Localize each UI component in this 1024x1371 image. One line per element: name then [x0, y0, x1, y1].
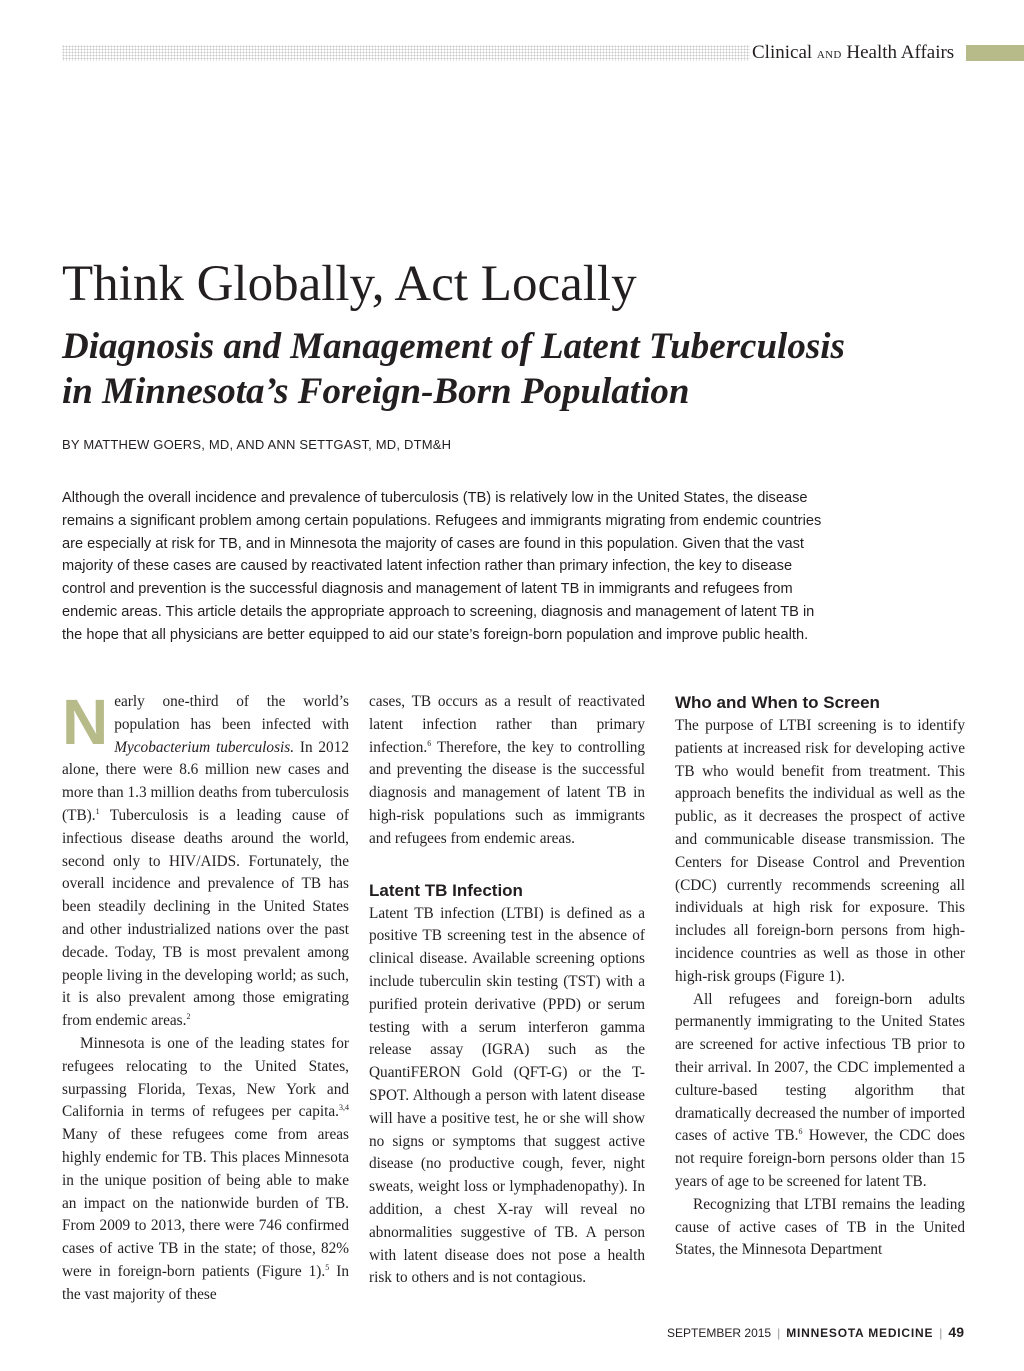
paragraph: Minnesota is one of the leading states for refugees relocating to the United States, surpassing Florida, Texas, New York and California in terms of refugees per capita.$^{3,4}$ Many of these refugees come from areas highly endemic for TB. This places Minnesota in the unique position of being able to make an impact on the nationwide burden of TB. From 2009 to 2013, there were 746 confirmed cases of active TB in the state; of those, 82% were in foreign-born patients (Figure 1).$^5$ In the vast majority of these	[62, 1034, 349, 1303]
article-title: Think Globally, Act Locally	[62, 256, 637, 312]
article-subtitle: Diagnosis and Management of Latent Tuberculosis in Minnesota’s Foreign-Born Population	[62, 326, 845, 412]
paragraph: All refugees and foreign-born adults permanently immigrating to the United States are screened for active infectious TB prior to their arrival. In 2007, the CDC implemented a culture-based testing algorithm that dramatically decreased the number of imported cases of active TB.$^6$ However, the CDC does not require foreign-born persons older than 15 years of age to be screened for latent TB.	[675, 990, 965, 1190]
section-heading-latent-tb: Latent TB Infection	[369, 880, 523, 900]
issue-date: SEPTEMBER 2015	[667, 1326, 772, 1340]
paragraph: Latent TB infection (LTBI) is defined as a positive TB screening test in the absence of clinical disease. Available screening options include tuberculin skin testing (TST) with a purified protein derivative (PPD) or serum testing with a serum interferon gamma release assay (IGRA) such as the QuantiFERON Gold (QFT-G) or the T-SPOT. Although a person with latent disease will have a positive test, he or she will show no signs or symptoms that suggest active disease (no productive cough, fever, night sweats, weight loss or lymphadenopathy). In addition, a chest X-ray will reveal no abnormalities suggestive of TB. A person with latent disease does not pose a health risk to others and is not contagious.	[369, 904, 645, 1287]
paragraph: Recognizing that LTBI remains the leading cause of active cases of TB in the United States, the Minnesota Department	[675, 1195, 965, 1259]
section-heading-who-when: Who and When to Screen	[675, 693, 880, 712]
section-accent-bar	[966, 45, 1024, 61]
paragraph: The purpose of LTBI screening is to identify patients at increased risk for developing active TB who would benefit from treatment. This approach benefits the individual as well as the public, as it decreases the prospect of active and communicable disease transmission. The Centers for Disease Control and Prevention (CDC) currently recommends screening all individuals at high risk for exposure. This includes all foreign-born persons from high-incidence countries as well as those in other high-risk groups (Figure 1).	[675, 717, 965, 985]
body-column-1	[62, 686, 349, 1307]
page-number: 49	[948, 1324, 964, 1340]
header-dot-pattern	[62, 45, 750, 61]
body-column-2	[369, 691, 645, 1290]
body-column-3	[675, 691, 965, 1262]
paragraph: cases, TB occurs as a result of reactivated latent infection rather than primary infection.$^6$ Therefore, the key to controlling and preventing the disease is the successful diagnosis and management of latent TB in high-risk populations such as immigrants and refugees from endemic areas.	[369, 693, 645, 847]
abstract: Although the overall incidence and prevalence of tuberculosis (TB) is relatively low in the United States, the disease remains a significant problem among certain populations. Refugees and immigrants migrating from endemic countries are especially at risk for TB, and in Minnesota the majority of cases are found in this population. Given that the vast majority of these cases are caused by reactivated latent infection rather than primary infection, the key to disease control and prevention is the successful diagnosis and management of latent TB in immigrants and refugees from endemic areas. This article details the appropriate approach to screening, diagnosis and management of latent TB in the hope that all physicians are better equipped to aid our state’s foreign-born population and improve public health.	[62, 490, 822, 643]
drop-cap: N	[62, 686, 109, 758]
page-footer: SEPTEMBER 2015 | MINNESOTA MEDICINE | 49	[667, 1324, 964, 1340]
section-label: Clinical AND Health Affairs	[752, 42, 955, 63]
paragraph: Nearly one-third of the world’s population has been infected with Mycobacterium tuberculosis. In 2012 alone, there were 8.6 million new cases and more than 1.3 million deaths from tuberculosis (TB).$^1$ Tuberculosis is a leading cause of infectious disease deaths around the world, second only to HIV/AIDS. Fortunately, the overall incidence and prevalence of TB has been steadily declining in the United States and other industrialized nations over the past decade. Today, TB is most prevalent among people living in the developing world; as such, it is also prevalent among those emigrating from endemic areas.$^2$	[62, 686, 349, 1030]
byline: BY MATTHEW GOERS, MD, AND ANN SETTGAST, MD, DTM&H	[62, 437, 452, 452]
magazine-name: MINNESOTA MEDICINE	[786, 1326, 934, 1340]
